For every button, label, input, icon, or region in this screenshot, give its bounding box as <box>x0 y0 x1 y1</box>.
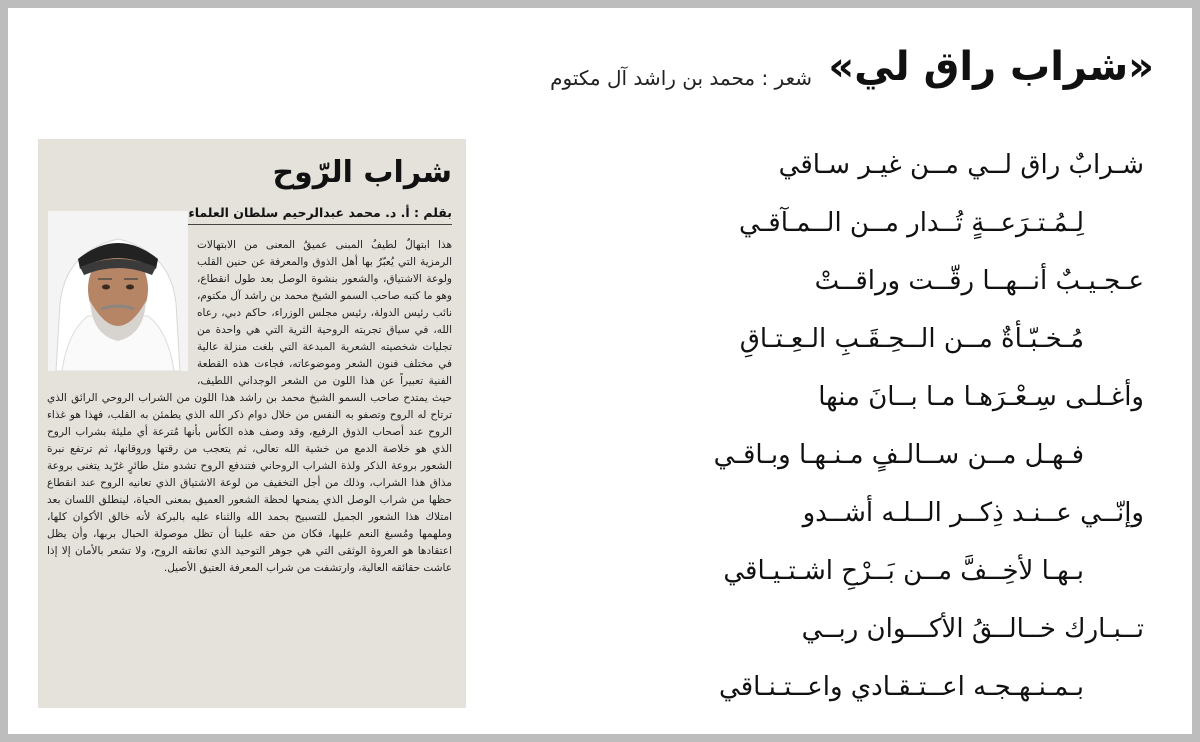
poem-line: لِـمُـتـرَعــةٍ تُــدار مــن الــمـآقـي <box>739 208 1084 238</box>
newspaper-page <box>8 8 1192 734</box>
sidebar-title: شراب الرّوح <box>272 155 452 190</box>
poem-line: مُـخـبّـأةٌ مــن الــحِـقَـبِ الـعِـتـاقِ <box>739 324 1084 354</box>
poem-line: وأغـلـى سِـعْـرَهـا مـا بــانَ منها <box>818 382 1144 412</box>
commentary-sidebar <box>38 139 466 708</box>
poem-line: بـهـا لأخِــفَّ مــن بَــرْحِ اشـتـيـاقي <box>723 556 1084 586</box>
commentary-text: هذا ابتهالٌ لطيفُ المبنى عميقُ المعنى من الابتهالات الرمزية التي يُعبّرُ بها أهل الذوق والمعرفة عن حنين القلب ولوعة الاشتياق، والشعور بنشوة الوصل بعد طول انقطاع، وهو ما كتبه صاحب السمو الشيخ محمد بن راشد آل مكتوم، نائب رئيس الدولة، رئيس مجلس الوزراء، حاكم دبي، رعاه الله، في سياق تجربته الروحية الثرية التي هي واحدة من تجليات شخصيته الشعرية المبدعة التي بلغت منزلة عالية في مختلف فنون الشعر وموضوعاته، فجاءت هذه القطعة الفنية تعبيراً عن هذا اللون من الشعر الوجداني اللطيف، حيث يمتدح صاحب السمو الشيخ محمد بن راشد هذا اللون من الشراب الروحي الرائق الذي ترتاح له الروح وتصفو به النفس من خلال دوام ذكر الله الذي يطمئن به القلب، فهذا هو غذاء الروح عند أصحاب الذوق الرفيع، وقد وصف هذه الكأس بأنها مُترعة أي مليئة بشراب الروح الذي هو خلاصة الدمع من خشية الله تعالى، ثم يتعجب من رقتها وروقانها، ثم ترتفع نبرة الشعور بروعة الذكر ولذة الشراب الروحاني فتندفع الروح تشدو مثل طائرٍ غرّيد يتغنى بروعة مذاق هذا الشراب، وذلك من أجل التخفيف من لوعة الاشتياق الذي تعانيه الروح عند انقطاع حظها من شراب الوصل الذي يمنحها لحظة الشعور العميق بمعنى الحياة، لينطلق اللسان بعد امتلاك هذا الشعور الجميل للتسبيح بحمد الله والثناء عليه بالبركة لأنه خالق الأكوان كلها، وملهمها ومُسبغ النعم عليها، فكان من حقه علينا أن تظل موصولة الحبال بربها، وأن يظل اعتقادها هو العروة الوثقى التي هي جوهر التوحيد الذي تعانقه الروح، ولا تشعر بالأمان إلا إذا عاشت حقائقه العالية، وارتشفت من شراب المعرفة العتيق الأصيل. <box>47 239 452 574</box>
sidebar-author: بقلم : أ. د. محمد عبدالرحيم سلطان العلماء <box>52 205 452 225</box>
poem-line: وإنّــي عــنـد ذِكــر الــلـه أشــدو <box>802 498 1144 528</box>
poet-byline: شعر : محمد بن راشد آل مكتوم <box>550 66 812 90</box>
poem-verses <box>504 136 1144 716</box>
poem-line: عـجـيـبٌ أنــهــا رقّــت وراقــتْ <box>814 266 1144 296</box>
poem-title: «شراب راق لي» <box>828 44 1154 90</box>
poem-line: فـهـل مــن ســالـفٍ مـنـهـا وبـاقـي <box>713 440 1084 470</box>
photo-spacer <box>47 237 197 375</box>
poem-line: بـمـنـهـجـه اعــتـقـادي واعــتـنـاقي <box>719 672 1084 702</box>
poem-line: شـرابٌ راق لــي مــن غيـر سـاقي <box>778 150 1144 180</box>
poem-line: تــبـارك خــالــقُ الأكـــوان ربــي <box>801 614 1144 644</box>
commentary-body <box>47 237 452 577</box>
